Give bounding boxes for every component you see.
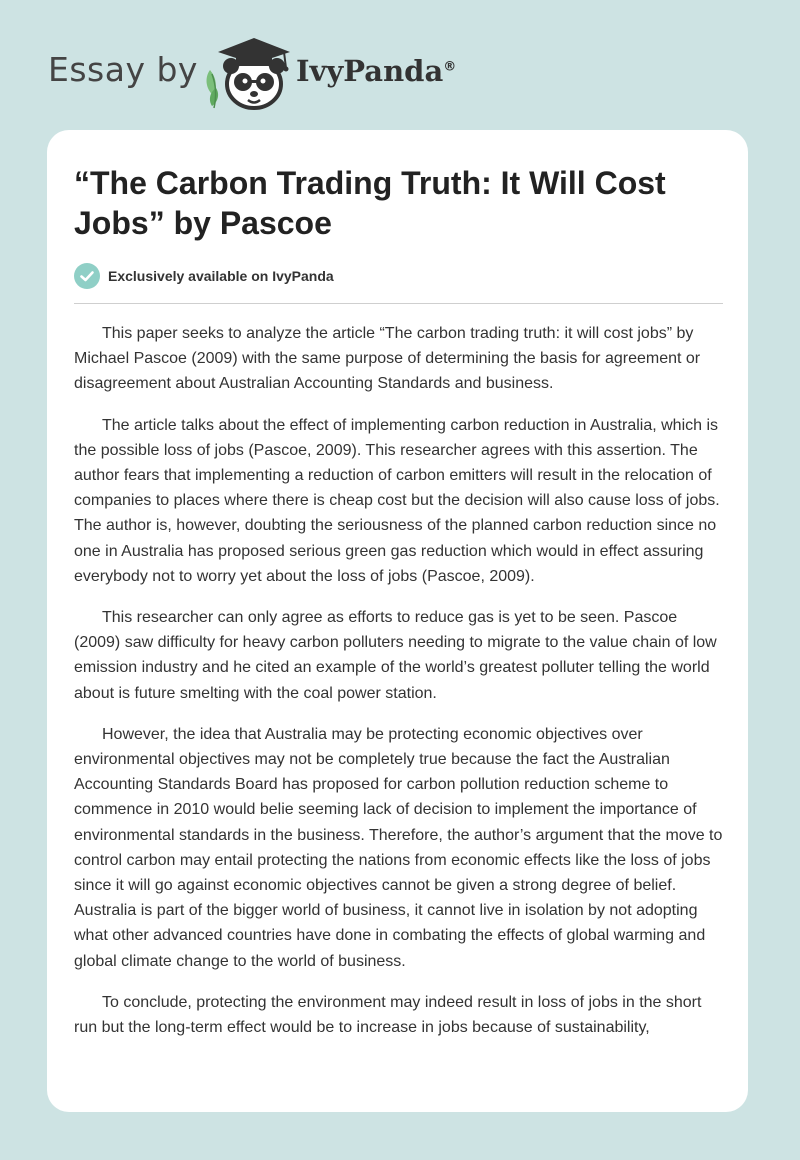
badge-text: Exclusively available on IvyPanda	[108, 268, 334, 284]
paragraph: This researcher can only agree as efforts to reduce gas is yet to be seen. Pascoe (2009) saw difficulty for heavy carbon polluters needing to migrate to the value chain of low emission industry and he cited an example of the world’s greatest polluter telling the world about is future smelting with the coal power station.	[74, 609, 717, 702]
panda-icon	[202, 34, 292, 114]
site-header	[48, 34, 648, 114]
page-title: “The Carbon Trading Truth: It Will Cost Jobs” by Pascoe	[74, 165, 666, 241]
exclusive-badge	[74, 263, 334, 289]
paragraph: However, the idea that Australia may be protecting economic objectives over environmental objectives may not be completely true because the fact the Australian Accounting Standards Board has proposed for carbon pollution reduction scheme to commence in 2010 would belie seeming lack of decision to implement the importance of environmental standards in the business. Therefore, the author’s argument that the move to control carbon may entail protecting the nations from economic effects like the loss of jobs since it will go against economic objectives cannot be given a strong degree of belief. Australia is part of the bigger world of business, it cannot live in isolation by not adopting what other advanced countries have done in combating the effects of global warming and global climate change to the world of business.	[74, 725, 723, 970]
ivypanda-logo[interactable]	[202, 34, 292, 114]
essay-body	[74, 321, 725, 1056]
paragraph: The article talks about the effect of implementing carbon reduction in Australia, which is the possible loss of jobs (Pascoe, 2009). This researcher agrees with this assertion. The author fears that implementing a reduction of carbon emitters will result in the relocation of companies to places where there is cheap cost but the decision will also cause loss of jobs. The author is, however, doubting the seriousness of the planned carbon reduction since no one in Australia has proposed serious green gas reduction which would in effect assuring everybody not to worry yet about the loss of jobs (Pascoe, 2009).	[74, 416, 720, 585]
essay-card	[47, 130, 748, 1112]
divider	[74, 303, 723, 304]
brand-text: IvyPanda	[296, 54, 444, 88]
paragraph: This paper seeks to analyze the article “The carbon trading truth: it will cost jobs” by Michael Pascoe (2009) with the same purpose of determining the basis for agreement or disagreement about Australian Accounting Standards and business.	[74, 325, 701, 393]
check-circle-icon	[74, 263, 100, 289]
brand-name[interactable]	[296, 54, 456, 88]
registered-mark: ®	[443, 59, 457, 75]
essay-by-label: Essay by	[48, 50, 198, 89]
paragraph: To conclude, protecting the environment may indeed result in loss of jobs in the short run but the long-term effect would be to increase in jobs because of sustainability,	[74, 993, 702, 1037]
